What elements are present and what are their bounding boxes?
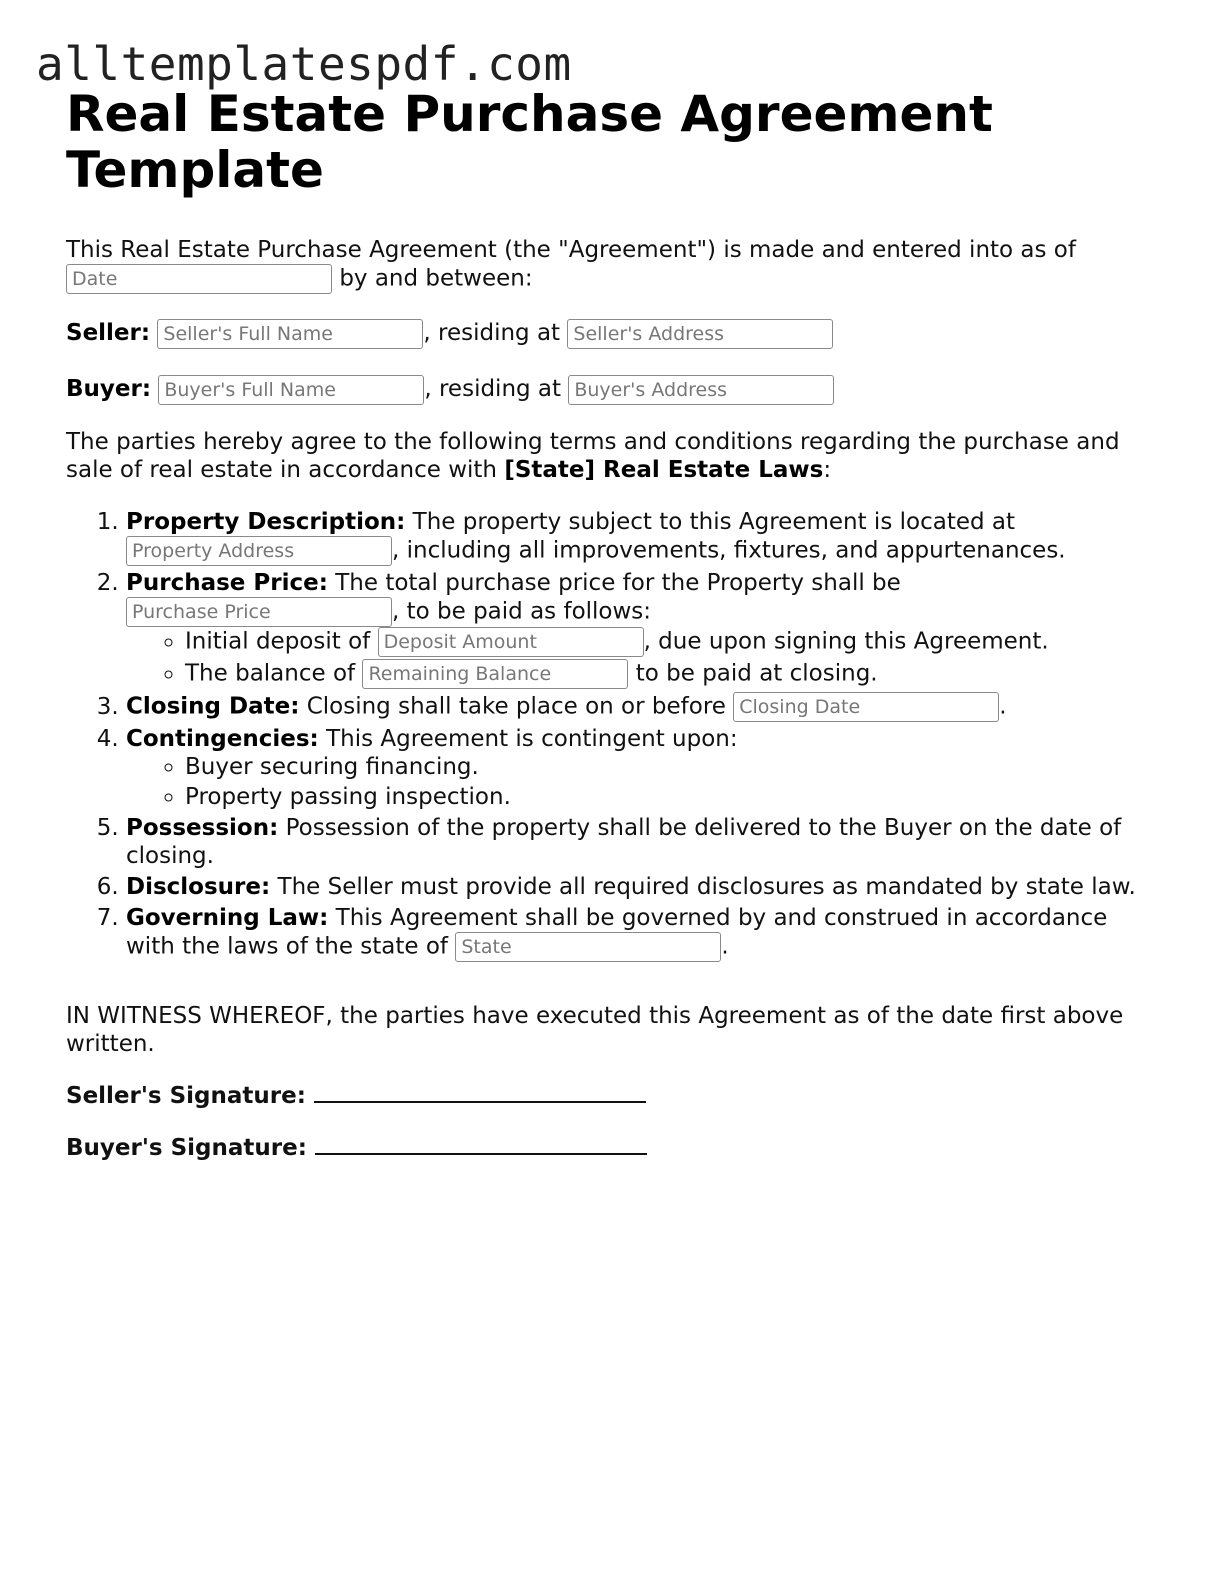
balance-item	[185, 659, 1156, 689]
buyer-label: Buyer:	[66, 376, 152, 402]
buyer-line	[66, 372, 1156, 406]
balance-text: The balance of	[185, 660, 356, 687]
property-address-input[interactable]	[126, 536, 392, 566]
seller-signature-line	[66, 1082, 1156, 1110]
term-closing-date	[126, 692, 1156, 722]
terms-intro-text: The parties hereby agree to the following terms and conditions regarding the purchase and sale of real estate in accordance with	[66, 429, 1120, 483]
contingencies-label: Contingencies:	[126, 726, 319, 752]
intro-text-after: by and between:	[339, 265, 533, 292]
witness-paragraph: IN WITNESS WHEREOF, the parties have executed this Agreement as of the date first above written.	[66, 1003, 1124, 1057]
seller-name-input[interactable]	[157, 319, 423, 349]
term-contingencies	[126, 725, 1156, 811]
closing-text: Closing shall take place on or before	[306, 693, 726, 720]
closing-date-input[interactable]	[733, 692, 999, 722]
payment-terms-list	[126, 627, 1156, 689]
possession-label: Possession:	[126, 815, 279, 841]
seller-signature-field[interactable]	[314, 1083, 646, 1103]
property-label: Property Description:	[126, 509, 406, 535]
state-laws-text: [State] Real Estate Laws	[504, 457, 824, 483]
term-governing-law	[126, 904, 1156, 962]
price-label: Purchase Price:	[126, 570, 328, 596]
term-disclosure	[126, 873, 1156, 901]
contingency-item: ◦ Property passing inspection.	[185, 783, 1156, 811]
term-possession	[126, 814, 1156, 870]
possession-text: Possession of the property shall be delivered to the Buyer on the date of closing.	[126, 815, 1122, 869]
page-title: Real Estate Purchase Agreement Template	[66, 85, 993, 199]
deposit-item	[185, 627, 1156, 657]
buyer-signature-line	[66, 1134, 1156, 1162]
deposit-text-after: , due upon signing this Agreement.	[643, 628, 1049, 655]
property-text: The property subject to this Agreement is located at	[412, 509, 1016, 535]
buyer-name-input[interactable]	[158, 375, 424, 405]
contingencies-text: This Agreement is contingent upon:	[326, 726, 738, 752]
deposit-amount-input[interactable]	[378, 627, 644, 657]
document-body	[66, 86, 1156, 1162]
deposit-text: Initial deposit of	[185, 628, 371, 655]
seller-signature-label: Seller's Signature:	[66, 1083, 306, 1109]
governing-period: .	[721, 933, 729, 960]
terms-list	[66, 508, 1156, 962]
purchase-price-input[interactable]	[126, 597, 392, 627]
buyer-signature-field[interactable]	[315, 1135, 647, 1155]
state-input[interactable]	[455, 932, 721, 962]
contingency-item: ◦ Buyer securing financing.	[185, 753, 1156, 781]
terms-intro-colon: :	[823, 457, 832, 483]
remaining-balance-input[interactable]	[362, 659, 628, 689]
intro-text: This Real Estate Purchase Agreement (the "Agreement") is made and entered into as of	[66, 237, 1076, 263]
governing-text: This Agreement shall be governed by and construed in accordance with the laws of the state of	[126, 905, 1108, 960]
seller-line	[66, 316, 1156, 350]
seller-address-input[interactable]	[567, 319, 833, 349]
price-text: The total purchase price for the Property shall be	[335, 570, 901, 596]
seller-residing-text: , residing at	[423, 320, 561, 346]
seller-label: Seller:	[66, 320, 151, 346]
balance-text-after: to be paid at closing.	[635, 660, 878, 687]
watermark-text: alltemplatespdf.com	[36, 37, 572, 91]
closing-period: .	[999, 693, 1007, 720]
buyer-residing-text: , residing at	[424, 376, 562, 402]
term-purchase-price	[126, 569, 1156, 689]
property-text-after: , including all improvements, fixtures, and appurtenances.	[392, 537, 1066, 564]
contingencies-list	[126, 753, 1156, 811]
buyer-address-input[interactable]	[568, 375, 834, 405]
intro-paragraph	[66, 236, 1156, 294]
disclosure-label: Disclosure:	[126, 874, 271, 900]
closing-label: Closing Date:	[126, 693, 300, 720]
term-property-description	[126, 508, 1156, 566]
terms-intro-paragraph	[66, 428, 1156, 484]
governing-label: Governing Law:	[126, 905, 329, 931]
disclosure-text: The Seller must provide all required disclosures as mandated by state law.	[277, 874, 1136, 900]
price-text-after: , to be paid as follows:	[392, 598, 652, 625]
date-input[interactable]	[66, 264, 332, 294]
buyer-signature-label: Buyer's Signature:	[66, 1135, 307, 1161]
